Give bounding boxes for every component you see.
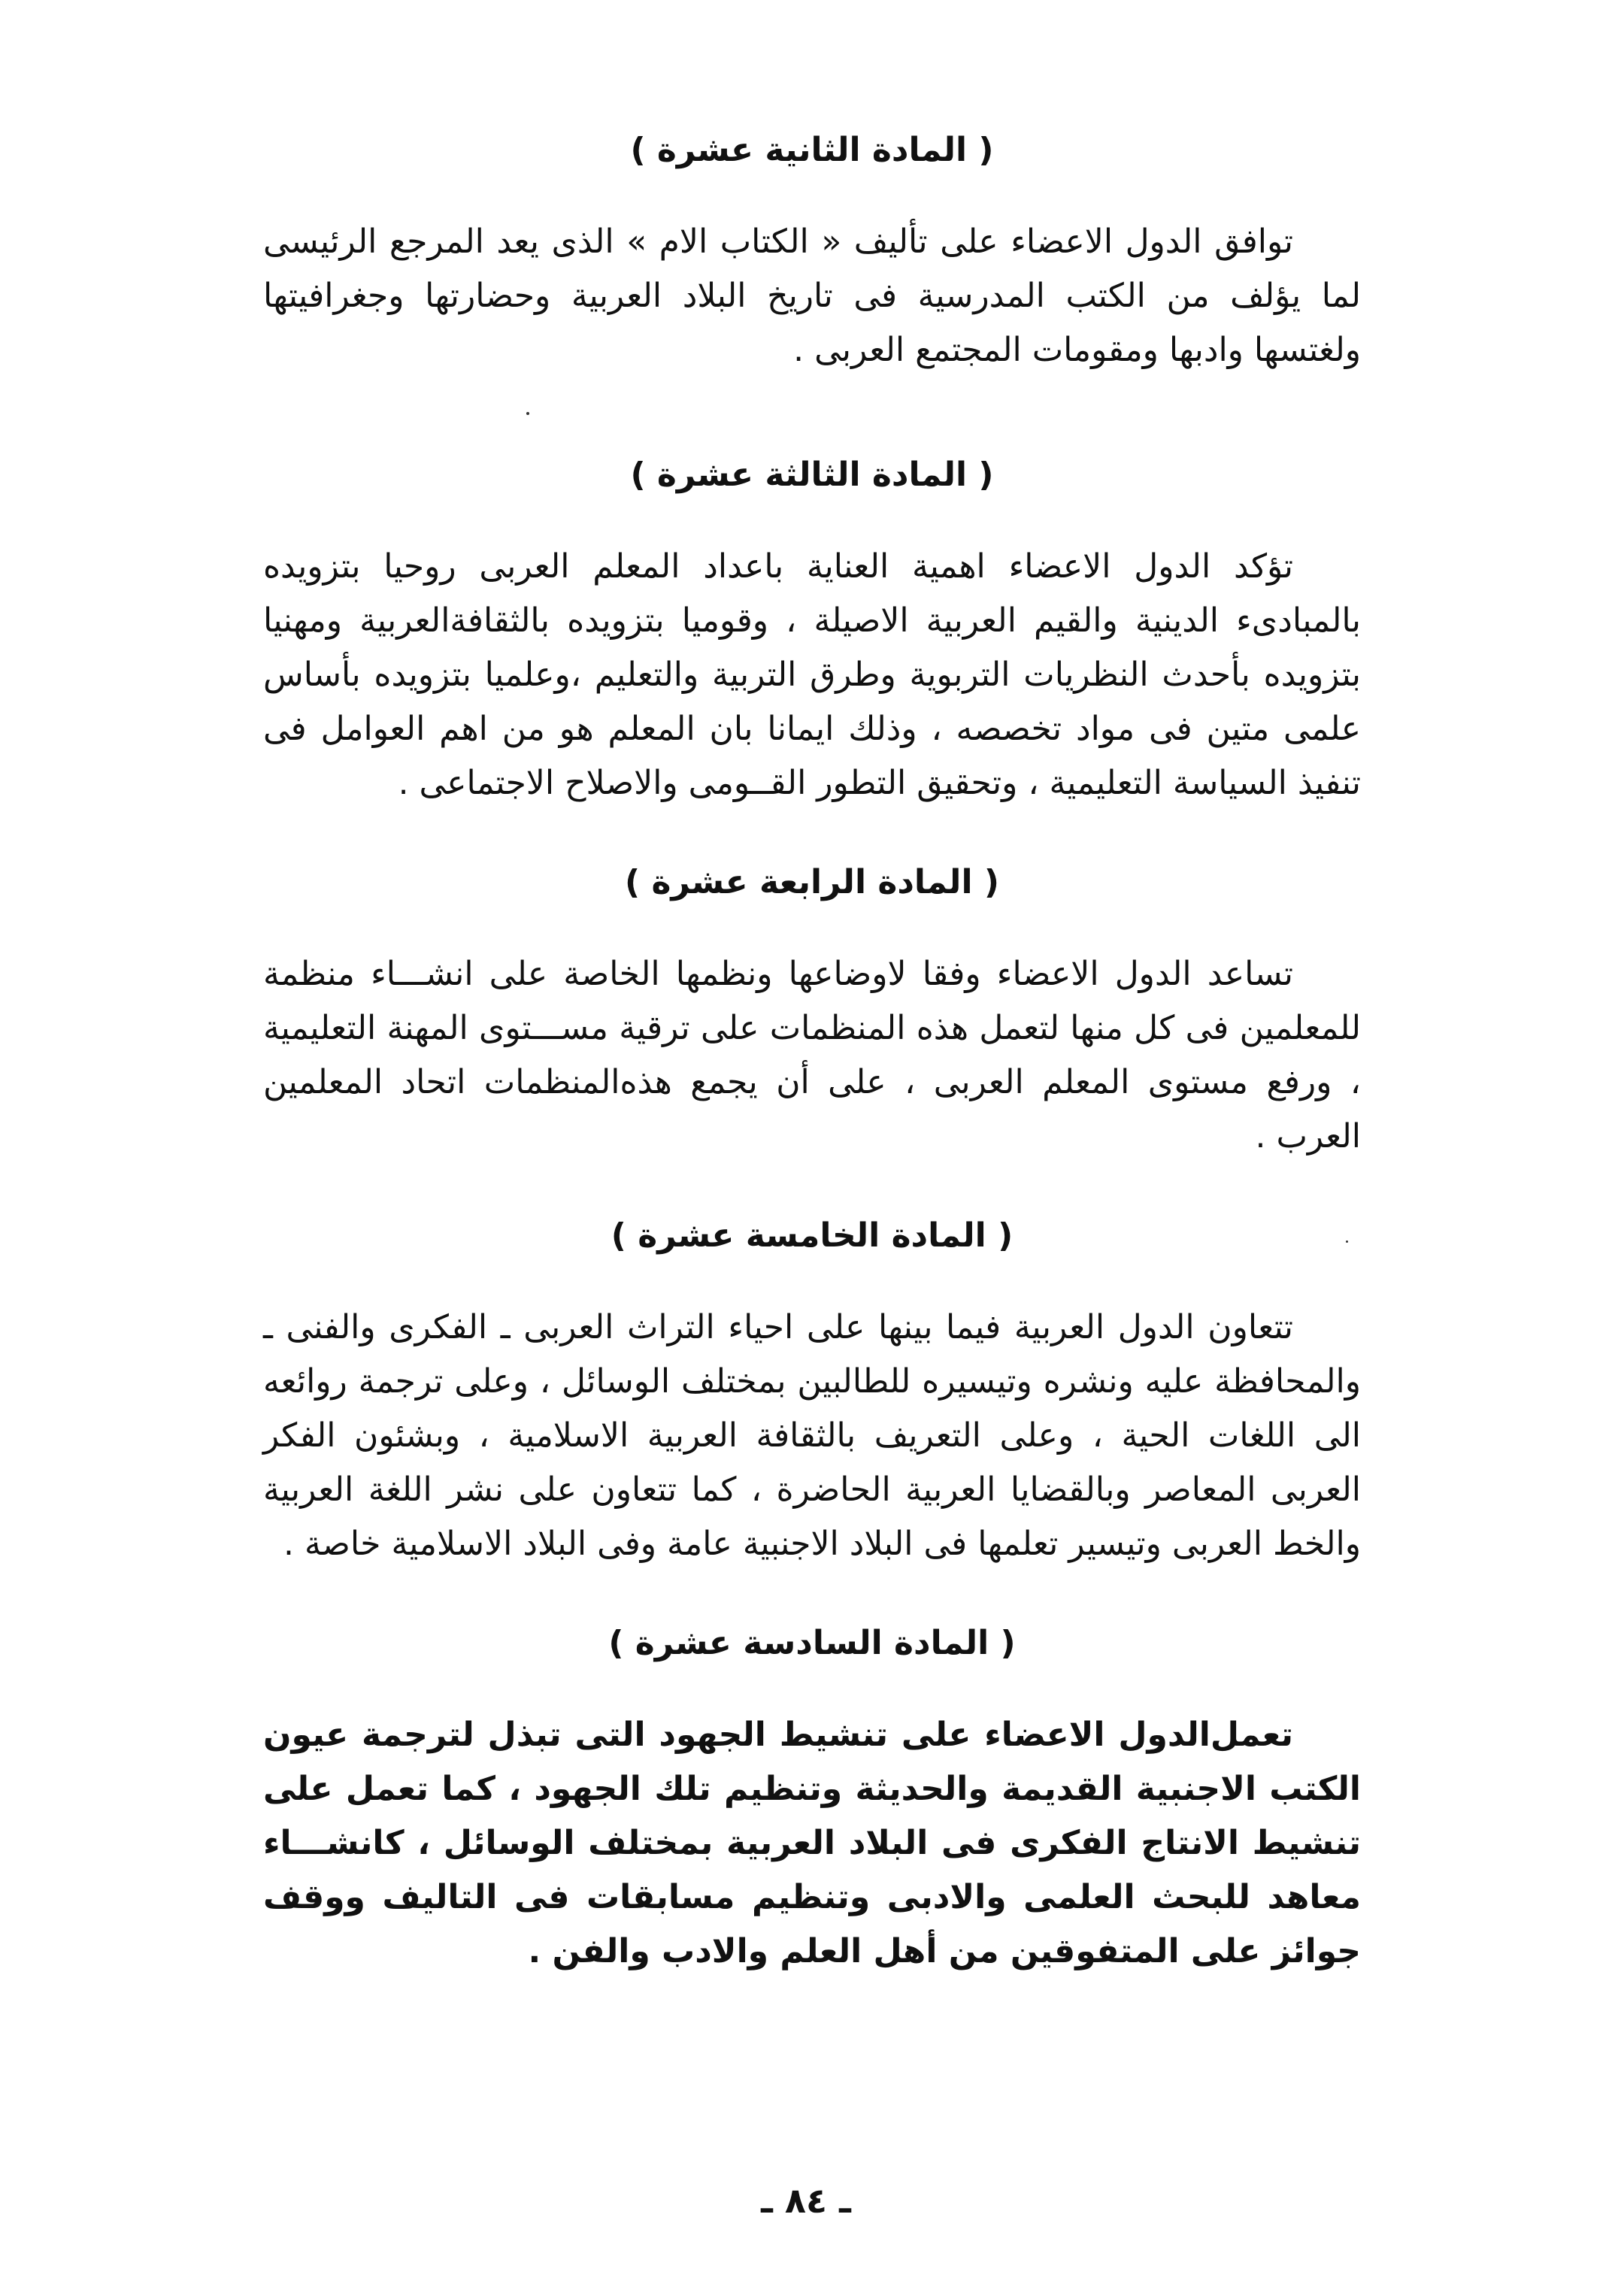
- article-12: [263, 128, 1361, 377]
- article-13: [263, 453, 1361, 810]
- article-title: ( المادة الثانية عشرة ): [630, 131, 994, 169]
- article-paragraph: تعمل‌الدول الاعضاء على تنشيط الجهود التى تبذل لترجمة عيون الكتب الاجنبية القديمة والحديثة وتنظيم تلك الجهود ، كما تعمل على تنشيط الانتاج الفكرى فى البلاد العربية بمختلف الوسائل ، كانشـــاء معاهد للبحث العلمى والادبى وتنظيم مسابقات فى التاليف ووقف جوائز على المتفوقين من أهل العلم والادب والفن .: [263, 1716, 1361, 1970]
- article-15: [263, 1213, 1361, 1571]
- article-paragraph: تؤكد الدول الاعضاء اهمية العناية باعداد المعلم العربى روحيا بتزويده بالمبادىء الدينية والقيم العربية الاصيلة ، وقوميا بتزويده بالثقافةالعربية ومهنيا بتزويده بأحدث النظريات التربوية وطرق التربية والتعليم ،وعلميا بتزويده بأساس علمى متين فى مواد تخصصه ، وذلك ايمانا بان المعلم هو من اهم العوامل فى تنفيذ السياسة التعليمية ، وتحقيق التطور القــومى والاصلاح الاجتماعى .: [263, 547, 1361, 802]
- article-title: ( المادة الثالثة عشرة ): [630, 456, 994, 494]
- page-number: ـ ٨٤ ـ: [761, 2180, 851, 2221]
- article-title: ( المادة الخامسة عشرة ): [611, 1216, 1014, 1255]
- article-paragraph: توافق الدول الاعضاء على تأليف « الكتاب الام » الذى يعد المرجع الرئيسى لما يؤلف من الكتب المدرسية فى تاريخ البلاد العربية وحضارتها وجغرافيتها ولغتسها وادبها ومقومات المجتمع العربى .: [263, 223, 1361, 369]
- article-title: ( المادة السادسة عشرة ): [608, 1624, 1016, 1662]
- article-16: [263, 1621, 1361, 1979]
- article-14: [263, 860, 1361, 1164]
- article-paragraph: تساعد الدول الاعضاء وفقا لاوضاعها ونظمها الخاصة على انشـــاء منظمة للمعلمين فى كل منها لتعمل هذه المنظمات على ترقية مســـتوى المهنة التعليمية ، ورفع مستوى المعلم العربى ، على أن يجمع هذه‌المنظمات اتحاد المعلمين العرب .: [263, 955, 1361, 1156]
- article-paragraph: تتعاون الدول العربية فيما بينها على احياء التراث العربى ـ الفكرى والفنى ـ والمحافظة عليه ونشره وتيسيره للطالبين بمختلف الوسائل ، وعلى ترجمة روائعه الى اللغات الحية ، وعلى التعريف بالثقافة العربية الاسلامية ، وبشئون الفكر العربى المعاصر وبالقضايا العربية الحاضرة ، كما تتعاون على نشر اللغة العربية والخط العربى وتيسير تعلمها فى البلاد الاجنبية عامة وفى البلاد الاسلامية خاصة .: [263, 1308, 1361, 1563]
- document-content: [263, 128, 1361, 2028]
- article-title: ( المادة الرابعة عشرة ): [625, 863, 999, 901]
